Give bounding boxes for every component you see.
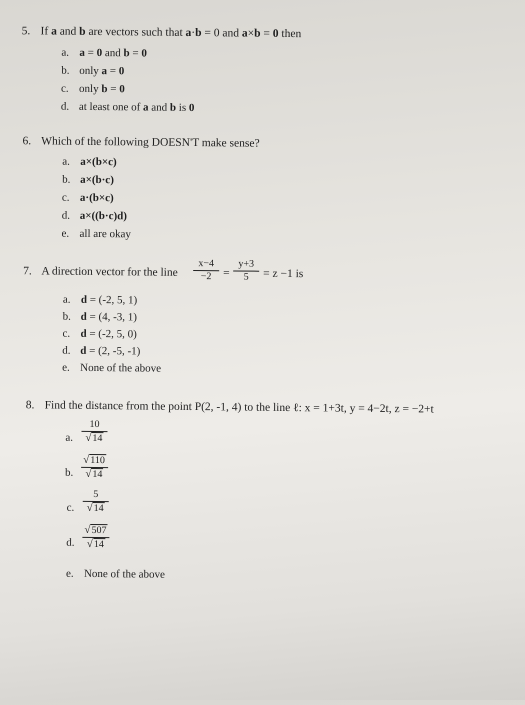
option-8a: $\frac{10}{√14}$ [81, 419, 107, 445]
question-number: 6. [22, 135, 32, 148]
option-6b: b. a×(b·c) [62, 173, 114, 187]
option-6c: c. a·(b×c) [61, 191, 114, 205]
option-5a: a. a = 0 and b = 0 [61, 46, 147, 60]
option-6a: a. a×(b×c) [62, 155, 117, 169]
option-6d: d. a×((b·c)d) [61, 209, 128, 223]
question-stem: A direction vector for the line [41, 265, 178, 279]
fraction-x: $\frac{x-4}{-2}$ [193, 258, 219, 283]
option-7d: d. d = (2, -5, -1) [62, 344, 141, 358]
option-8b-letter: b. [64, 466, 74, 479]
option-5c: c. only b = 0 [61, 82, 125, 96]
option-8c: $\frac{5}{√14}$ [83, 489, 109, 515]
question-6 [22, 134, 259, 151]
option-5d: d. at least one of a and b is 0 [60, 100, 195, 115]
question-number: 7. [23, 265, 32, 278]
question-8 [26, 398, 434, 417]
question-number: 5. [21, 25, 31, 38]
option-5b: b. only a = 0 [61, 64, 125, 78]
stem-suffix: = z −1 is [263, 267, 304, 281]
option-7b: b. d = (4, -3, 1) [62, 310, 138, 324]
option-8b: $\frac{√110}{√14}$ [81, 454, 108, 481]
fraction-y: $\frac{y+3}{5}$ [233, 258, 259, 283]
option-8d: $\frac{√507}{√14}$ [82, 524, 109, 551]
option-7c: c. d = (-2, 5, 0) [62, 327, 137, 341]
question-stem: If a and b are vectors such that a·b = 0 and a×b = 0 then [40, 25, 302, 41]
option-7e: e. None of the above [62, 361, 162, 375]
question-stem: Which of the following DOESN'T make sense? [41, 135, 260, 150]
question-5 [22, 24, 302, 42]
option-8a-letter: a. [65, 431, 74, 444]
option-7a: a. d = (-2, 5, 1) [62, 293, 138, 307]
option-8d-letter: d. [66, 536, 75, 549]
option-8c-letter: c. [66, 501, 75, 514]
question-7 [23, 264, 178, 281]
equals-sign: = [223, 267, 230, 280]
option-8e: e. None of the above [65, 567, 166, 581]
question-stem: Find the distance from the point P(2, -1, 4) to the line ℓ: x = 1+3t, y = 4−2t, z = −2+t [44, 399, 434, 416]
option-6e: e. all are okay [61, 227, 131, 241]
question-number: 8. [25, 399, 35, 412]
